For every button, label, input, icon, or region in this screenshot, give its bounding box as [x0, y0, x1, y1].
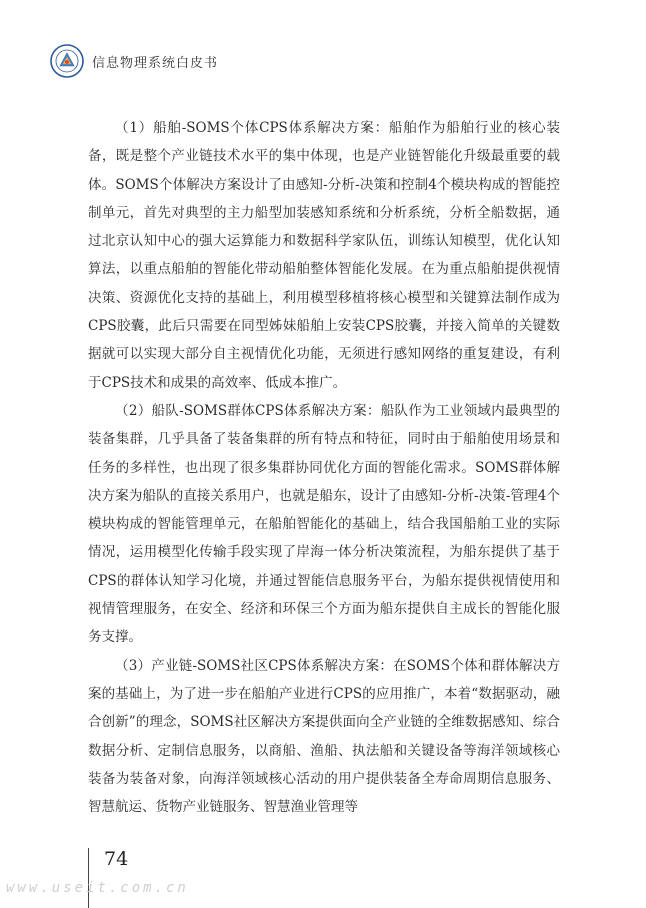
paragraph-text: 船队作为工业领域内最典型的装备集群，几乎具备了装备集群的所有特点和特征，同时由于船舶使用场景和任务的多样性，也出现了很多集群协同优化方面的智能化需求。SOMS群体解决方案为船队的直接关系用户，也就是船东，设计了由感知-分析-决策-管理4个模块构成的智能管理单元，在船舶智能化的基础上，结合我国船舶工业的实际情况，运用模型化传输手段实现了岸海一体分析决策流程，为船东提供了基于CPS的群体认知学习化境，并通过智能信息服务平台，为船东提供视情使用和视情管理服务，在安全、经济和环保三个方面为船东提供自主成长的智能化服务支撑。	[88, 402, 561, 646]
cesi-circle-logo-icon	[50, 44, 84, 78]
paragraph-1	[88, 114, 560, 397]
paragraph-text: 在SOMS个体和群体解决方案的基础上，为了进一步在船舶产业进行CPS的应用推广，本着“数据驱动，融合创新”的理念，SOMS社区解决方案提供面向全产业链的全维数据感知、综合数据分析、定制信息服务，以商船、渔船、执法船和关键设备等海洋领域核心装备为装备对象，向海洋领域核心活动的用户提供装备全寿命周期信息服务、智慧航运、货物产业链服务、智慧渔业管理等	[88, 657, 560, 816]
document-body	[88, 114, 560, 821]
paragraph-lead: （2）船队-SOMS群体CPS体系解决方案：	[115, 402, 381, 419]
paragraph-lead: （1）船舶-SOMS个体CPS体系解决方案：	[115, 120, 389, 136]
running-header-title: 信息物理系统白皮书	[92, 55, 219, 71]
page-header	[50, 44, 218, 78]
paragraph-2	[88, 397, 560, 652]
watermark: www.useit.com.cn	[6, 880, 189, 896]
page-number: 74	[104, 848, 129, 870]
paragraph-text: 船舶作为船舶行业的核心装备，既是整个产业链技术水平的集中体现，也是产业链智能化升级最重要的载体。SOMS个体解决方案设计了由感知-分析-决策和控制4个模块构成的智能控制单元，首先对典型的主力船型加装感知系统和分析系统，分析全船数据，通过北京认知中心的强大运算能力和数据科学家队伍，训练认知模型，优化认知算法，以重点船舶的智能化带动船舶整体智能化发展。在为重点船舶提供视情决策、资源优化支持的基础上，利用模型移植将核心模型和关键算法制作成为CPS胶囊，此后只需要在同型姊妹船舶上安装CPS胶囊，并接入简单的关键数据就可以实现大部分自主视情优化功能，无须进行感知网络的重复建设，有利于CPS技术和成果的高效率、低成本推广。	[88, 120, 561, 391]
paragraph-3	[88, 652, 560, 822]
page-number-rule	[88, 848, 89, 908]
paragraph-lead: （3）产业链-SOMS社区CPS体系解决方案：	[115, 657, 394, 674]
